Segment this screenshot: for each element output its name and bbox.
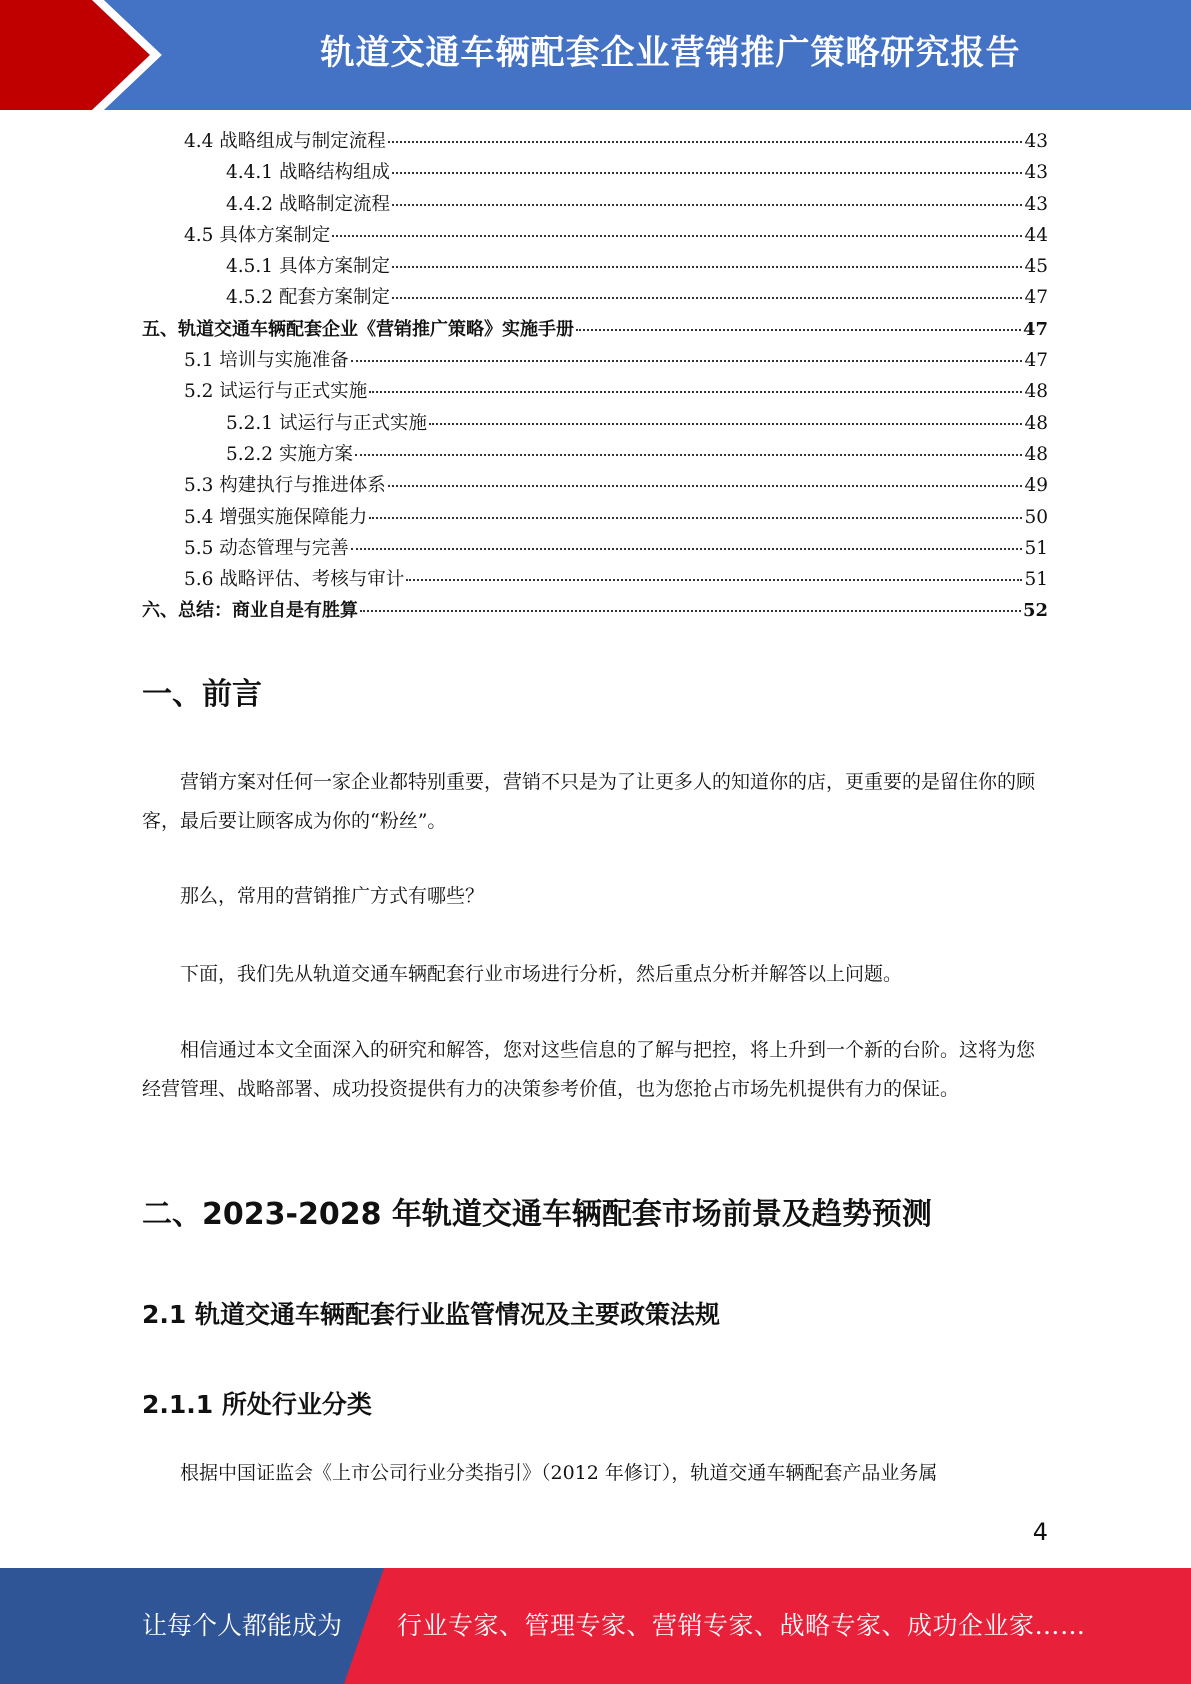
toc-leader-dots: [369, 517, 1022, 519]
toc-entry[interactable]: [142, 252, 1048, 283]
toc-entry-page: 47: [1024, 350, 1048, 372]
toc-entry-page: 50: [1024, 506, 1048, 528]
toc-entry-label: 5.4 增强实施保障能力: [184, 506, 368, 528]
toc-entry-page: 47: [1024, 287, 1048, 309]
toc-entry-label: 5.3 构建执行与推进体系: [184, 475, 386, 497]
subsubsection-heading: 2.1.1 所处行业分类: [142, 1390, 372, 1419]
toc-entry-page: 49: [1024, 475, 1048, 497]
toc-entry[interactable]: [142, 221, 1048, 252]
toc-entry-label: 4.4.1 战略结构组成: [226, 162, 390, 184]
header-title: 轨道交通车辆配套企业营销推广策略研究报告: [320, 33, 1021, 73]
toc-entry-page: 43: [1024, 193, 1048, 215]
toc-entry-label: 五、轨道交通车辆配套企业《营销推广策略》实施手册: [142, 318, 574, 340]
toc-entry-page: 47: [1022, 318, 1048, 340]
toc-entry-page: 43: [1024, 131, 1048, 152]
toc-entry-label: 4.5.1 具体方案制定: [226, 256, 390, 278]
toc-entry-label: 5.1 培训与实施准备: [184, 350, 349, 372]
footer-banner: [0, 1568, 1191, 1684]
toc-entry-page: 45: [1024, 256, 1048, 278]
toc-entry-page: 51: [1024, 569, 1048, 591]
toc-leader-dots: [355, 454, 1023, 456]
toc-entry-label: 5.6 战略评估、考核与审计: [184, 569, 405, 591]
paragraph: 营销方案对任何一家企业都特别重要，营销不只是为了让更多人的知道你的店，更重要的是留住你的顾客，最后要让顾客成为你的“粉丝”。: [142, 771, 1036, 832]
toc-entry[interactable]: [142, 158, 1048, 189]
header-banner: [0, 0, 1191, 110]
toc-leader-dots: [332, 235, 1022, 237]
toc-entry-label: 4.5.2 配套方案制定: [226, 287, 390, 309]
paragraph: 下面，我们先从轨道交通车辆配套行业市场进行分析，然后重点分析并解答以上问题。: [180, 963, 903, 985]
section-heading-preface: 一、前言: [142, 677, 262, 712]
toc-leader-dots: [406, 579, 1022, 581]
toc-entry[interactable]: [142, 596, 1048, 627]
toc-entry[interactable]: [142, 190, 1048, 221]
toc-entry-page: 48: [1024, 412, 1048, 434]
toc-entry[interactable]: [142, 127, 1048, 158]
toc-entry-label: 5.2.1 试运行与正式实施: [226, 412, 427, 434]
toc-leader-dots: [429, 423, 1022, 425]
toc-leader-dots: [576, 329, 1021, 331]
footer-slogan-left: 让每个人都能成为: [142, 1611, 343, 1640]
toc-leader-dots: [392, 172, 1022, 174]
toc-entry-label: 5.2 试运行与正式实施: [184, 381, 368, 403]
toc-entry[interactable]: [142, 471, 1048, 502]
toc-leader-dots: [392, 297, 1022, 299]
toc-leader-dots: [351, 360, 1023, 362]
toc-entry[interactable]: [142, 283, 1048, 314]
toc-leader-dots: [388, 141, 1023, 143]
paragraph: 根据中国证监会《上市公司行业分类指引》（2012 年修订），轨道交通车辆配套产品业务属: [180, 1462, 938, 1484]
toc-entry[interactable]: [142, 440, 1048, 471]
toc-entry[interactable]: [142, 346, 1048, 377]
toc-leader-dots: [392, 266, 1022, 268]
toc-entry-label: 4.4.2 战略制定流程: [226, 193, 390, 215]
toc-entry[interactable]: [142, 409, 1048, 440]
toc-entry-label: 4.5 具体方案制定: [184, 224, 331, 246]
page-number: 4: [1032, 1518, 1048, 1546]
toc-entry[interactable]: [142, 315, 1048, 346]
toc-entry-label: 5.5 动态管理与完善: [184, 537, 349, 559]
toc-entry-page: 43: [1024, 162, 1048, 184]
toc-leader-dots: [351, 548, 1023, 550]
toc-entry-label: 六、总结：商业自是有胜算: [142, 600, 358, 622]
toc-entry-page: 48: [1024, 443, 1048, 465]
toc-entry[interactable]: [142, 503, 1048, 534]
toc-entry-page: 44: [1024, 224, 1048, 246]
toc-leader-dots: [360, 610, 1021, 612]
toc-entry-page: 52: [1022, 600, 1048, 622]
toc-entry-label: 4.4 战略组成与制定流程: [184, 131, 386, 152]
toc-leader-dots: [388, 485, 1023, 487]
toc-entry[interactable]: [142, 565, 1048, 596]
toc-leader-dots: [369, 391, 1022, 393]
table-of-contents: [142, 127, 1048, 628]
toc-entry-label: 5.2.2 实施方案: [226, 443, 353, 465]
footer-slogan-right: 行业专家、管理专家、营销专家、战略专家、成功企业家……: [397, 1611, 1086, 1640]
toc-leader-dots: [392, 204, 1022, 206]
subsection-heading: 2.1 轨道交通车辆配套行业监管情况及主要政策法规: [142, 1300, 720, 1329]
toc-entry[interactable]: [142, 534, 1048, 565]
paragraph: 那么，常用的营销推广方式有哪些？: [180, 885, 485, 907]
paragraph: 相信通过本文全面深入的研究和解答，您对这些信息的了解与把控，将上升到一个新的台阶。这将为您经营管理、战略部署、成功投资提供有力的决策参考价值，也为您抢占市场先机提供有力的保证。: [142, 1039, 1036, 1100]
toc-entry-page: 48: [1024, 381, 1048, 403]
toc-entry[interactable]: [142, 377, 1048, 408]
toc-entry-page: 51: [1024, 537, 1048, 559]
section-heading-market: 二、2023-2028 年轨道交通车辆配套市场前景及趋势预测: [142, 1197, 932, 1232]
